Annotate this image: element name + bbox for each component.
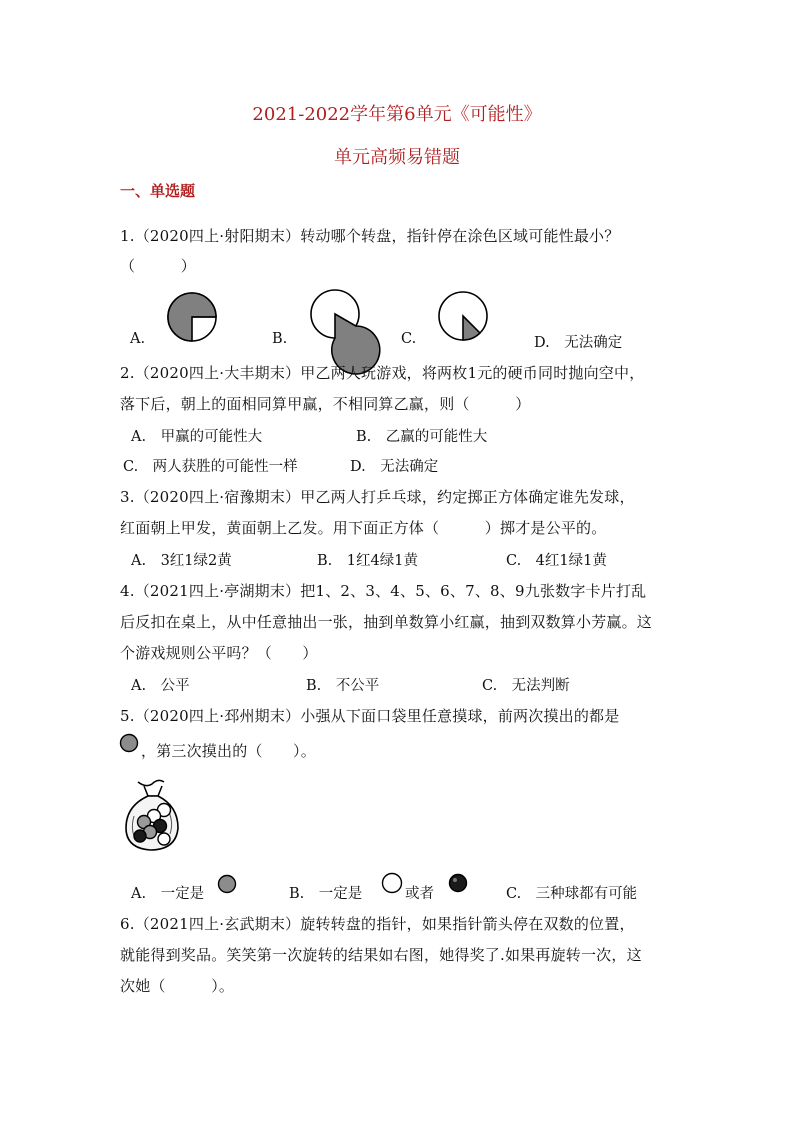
question-2-line-1: 2.（2020四上·大丰期末）甲乙两人玩游戏，将两枚1元的硬币同时抛向空中， [120, 364, 645, 382]
spinner-b-icon [309, 288, 361, 340]
page-subtitle: 单元高频易错题 [334, 147, 460, 168]
q4-option-a[interactable]: A. 公平 [131, 678, 190, 694]
section-heading: 一、单选题 [120, 182, 196, 200]
spinner-c-icon [437, 290, 489, 342]
q1-option-d[interactable]: D. 无法确定 [534, 335, 623, 351]
white-ball-icon [381, 872, 403, 894]
q5-option-a[interactable]: A. 一定是 [131, 886, 205, 902]
page-title: 2021-2022学年第6单元《可能性》 [252, 104, 542, 125]
question-2-line-2: 落下后，朝上的面相同算甲赢，不相同算乙赢，则（ ） [120, 395, 531, 413]
q3-option-a[interactable]: A. 3红1绿2黄 [131, 553, 232, 569]
q3-option-b[interactable]: B. 1红4绿1黄 [317, 553, 418, 569]
gray-ball-icon [217, 874, 237, 894]
question-4-line-2: 后反扣在桌上，从中任意抽出一张，抽到单数算小红赢，抽到双数算小芳赢。这 [120, 613, 653, 631]
q5-option-b[interactable]: B. 一定是 [289, 886, 363, 902]
question-1-text: 1.（2020四上·射阳期末）转动哪个转盘，指针停在涂色区域可能性最小？ [120, 227, 620, 245]
black-ball-icon [448, 873, 468, 893]
question-5-line-1: 5.（2020四上·邳州期末）小强从下面口袋里任意摸球，前两次摸出的都是 [120, 707, 620, 725]
gray-ball-icon [119, 733, 139, 753]
question-4-line-1: 4.（2021四上·亭湖期末）把1、2、3、4、5、6、7、8、9九张数字卡片打乱 [120, 582, 647, 600]
q4-option-c[interactable]: C. 无法判断 [482, 678, 570, 694]
ball-bag-icon [120, 776, 184, 856]
q2-option-a[interactable]: A. 甲赢的可能性大 [131, 429, 263, 445]
q5-option-b-or: 或者 [405, 886, 434, 902]
question-6-line-2: 就能得到奖品。笑笑第一次旋转的结果如右图，她得奖了.如果再旋转一次，这 [120, 946, 642, 964]
q5-option-c[interactable]: C. 三种球都有可能 [506, 886, 638, 902]
q1-option-a-label[interactable]: A. [130, 331, 146, 347]
q1-option-b-label[interactable]: B. [272, 331, 288, 347]
q2-option-d[interactable]: D. 无法确定 [350, 459, 439, 475]
q2-option-b[interactable]: B. 乙赢的可能性大 [356, 429, 488, 445]
q2-option-c[interactable]: C. 两人获胜的可能性一样 [123, 459, 298, 475]
question-3-line-2: 红面朝上甲发，黄面朝上乙发。用下面正方体（ ）掷才是公平的。 [120, 519, 607, 537]
q1-option-c-label[interactable]: C. [401, 331, 417, 347]
question-6-line-3: 次她（ ）。 [120, 977, 235, 995]
question-4-line-3: 个游戏规则公平吗？（ ） [120, 644, 318, 662]
q4-option-b[interactable]: B. 不公平 [306, 678, 380, 694]
q3-option-c[interactable]: C. 4红1绿1黄 [506, 553, 607, 569]
spinner-a-icon [166, 291, 218, 343]
question-5-line-2: ，第三次摸出的（ ）。 [141, 742, 316, 760]
question-6-line-1: 6.（2021四上·玄武期末）旋转转盘的指针，如果指针箭头停在双数的位置， [120, 915, 635, 933]
question-3-line-1: 3.（2020四上·宿豫期末）甲乙两人打乒乓球，约定掷正方体确定谁先发球， [120, 488, 635, 506]
question-1-blank: （ ） [120, 257, 197, 275]
